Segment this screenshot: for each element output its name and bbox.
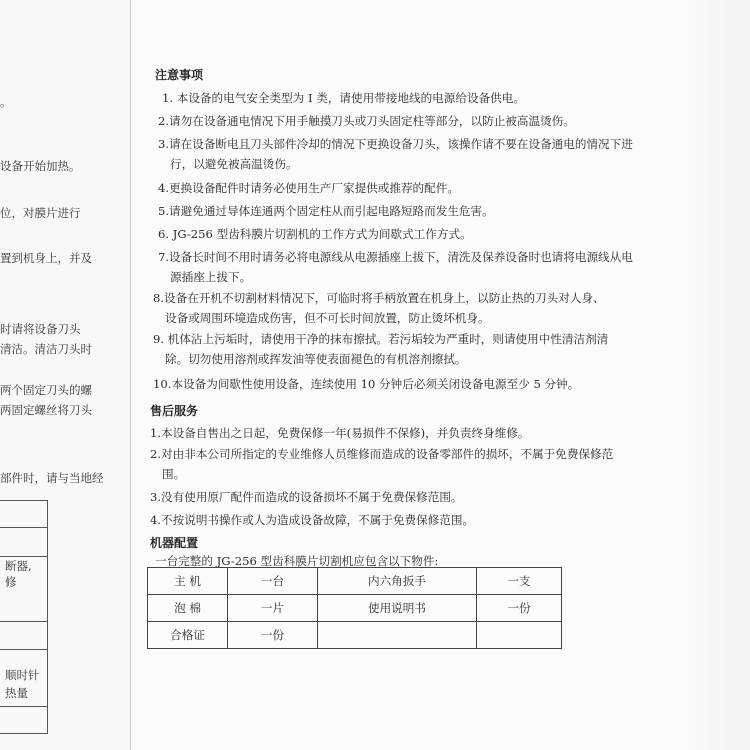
- config-intro: 一台完整的 JG-256 型齿科膜片切割机应包含以下物件:: [155, 554, 439, 568]
- table-cell: 一份: [476, 595, 561, 622]
- note-item-9-cont: 除。切勿使用溶剂或挥发油等使表面褪色的有机溶剂擦拭。: [165, 352, 467, 366]
- service-item-4: 4.不按说明书操作或人为造成设备故障，不属于免费保修范围。: [150, 513, 475, 527]
- note-item-3: 3.请在设备断电且刀头部件冷却的情况下更换设备刀头，该操作请不要在设备通电的情况下进: [158, 137, 633, 151]
- table-cell: 使用说明书: [317, 595, 476, 622]
- left-text-fragment: 置到机身上，并及: [0, 251, 92, 265]
- left-text-fragment: 两固定螺丝将刀头: [0, 403, 92, 417]
- note-item-7-cont: 源插座上拔下。: [170, 270, 252, 284]
- note-item-10: 10.本设备为间歇性使用设备，连续使用 10 分钟后必须关闭设备电源至少 5 分钟。: [153, 377, 580, 391]
- note-item-2: 2.请勿在设备通电情况下用手触摸刀头或刀头固定柱等部分，以防止被高温烫伤。: [158, 114, 575, 128]
- left-text-fragment: 时请将设备刀头: [0, 322, 81, 336]
- note-item-9: 9. 机体沾上污垢时，请使用干净的抹布擦拭。若污垢较为严重时，则请使用中性清洁剂清: [153, 332, 609, 346]
- notes-heading: 注意事项: [155, 68, 204, 82]
- config-heading: 机器配置: [150, 536, 199, 550]
- left-text-fragment: 两个固定刀头的螺: [0, 383, 92, 397]
- table-cell: 一台: [228, 568, 318, 595]
- table-row: [148, 622, 562, 649]
- service-heading: 售后服务: [150, 404, 199, 418]
- note-item-3-cont: 行，以避免被高温烫伤。: [170, 157, 298, 171]
- left-text-fragment: 部件时，请与当地经: [0, 471, 104, 485]
- table-cell: [317, 622, 476, 649]
- left-table-text: 热量: [5, 686, 28, 700]
- table-row: [148, 595, 562, 622]
- table-cell: 合格证: [148, 622, 228, 649]
- note-item-5: 5.请避免通过导体连通两个固定柱从而引起电路短路而发生危害。: [158, 204, 494, 218]
- config-table: [147, 567, 562, 649]
- service-item-3: 3.没有使用原厂配件而造成的设备损坏不属于免费保修范围。: [150, 490, 463, 504]
- left-table-text: 顺时针: [5, 668, 40, 682]
- table-cell: 主 机: [148, 568, 228, 595]
- left-table-text: 断器,: [5, 559, 32, 573]
- table-row: [148, 568, 562, 595]
- table-cell: 一片: [228, 595, 318, 622]
- table-cell: [476, 622, 561, 649]
- table-cell: 泡 棉: [148, 595, 228, 622]
- service-item-1: 1.本设备自售出之日起，免费保修一年(易损件不保修)，并负责终身维修。: [150, 426, 530, 440]
- left-table-text: 修: [5, 575, 17, 589]
- left-page: [0, 0, 131, 750]
- table-cell: 一份: [228, 622, 318, 649]
- left-text-fragment: 。: [0, 95, 12, 109]
- note-item-1: 1. 本设备的电气安全类型为 I 类，请使用带接地线的电源给设备供电。: [162, 91, 525, 105]
- note-item-4: 4.更换设备配件时请务必使用生产厂家提供或推荐的配件。: [158, 181, 459, 195]
- left-text-fragment: 清洁。清洁刀头时: [0, 342, 92, 356]
- note-item-8-cont: 设备或周围环境造成伤害，但不可长时间放置，防止烫坏机身。: [165, 311, 490, 325]
- service-item-2: 2.对由非本公司所指定的专业维修人员维修而造成的设备零部件的损坏，不属于免费保修范: [150, 447, 614, 461]
- table-cell: 一支: [476, 568, 561, 595]
- left-text-fragment: 设备开始加热。: [0, 159, 81, 173]
- left-text-fragment: 位，对膜片进行: [0, 206, 81, 220]
- note-item-6: 6. JG-256 型齿科膜片切割机的工作方式为间歇式工作方式。: [158, 227, 472, 241]
- service-item-2-cont: 围。: [162, 467, 186, 481]
- note-item-7: 7.设备长时间不用时请务必将电源线从电源插座上拔下，清洗及保养设备时也请将电源线从电: [158, 250, 633, 264]
- note-item-8: 8.设备在开机不切割材料情况下，可临时将手柄放置在机身上，以防止热的刀头对人身、: [153, 291, 605, 305]
- left-table-fragment: [0, 500, 48, 734]
- table-cell: 内六角扳手: [317, 568, 476, 595]
